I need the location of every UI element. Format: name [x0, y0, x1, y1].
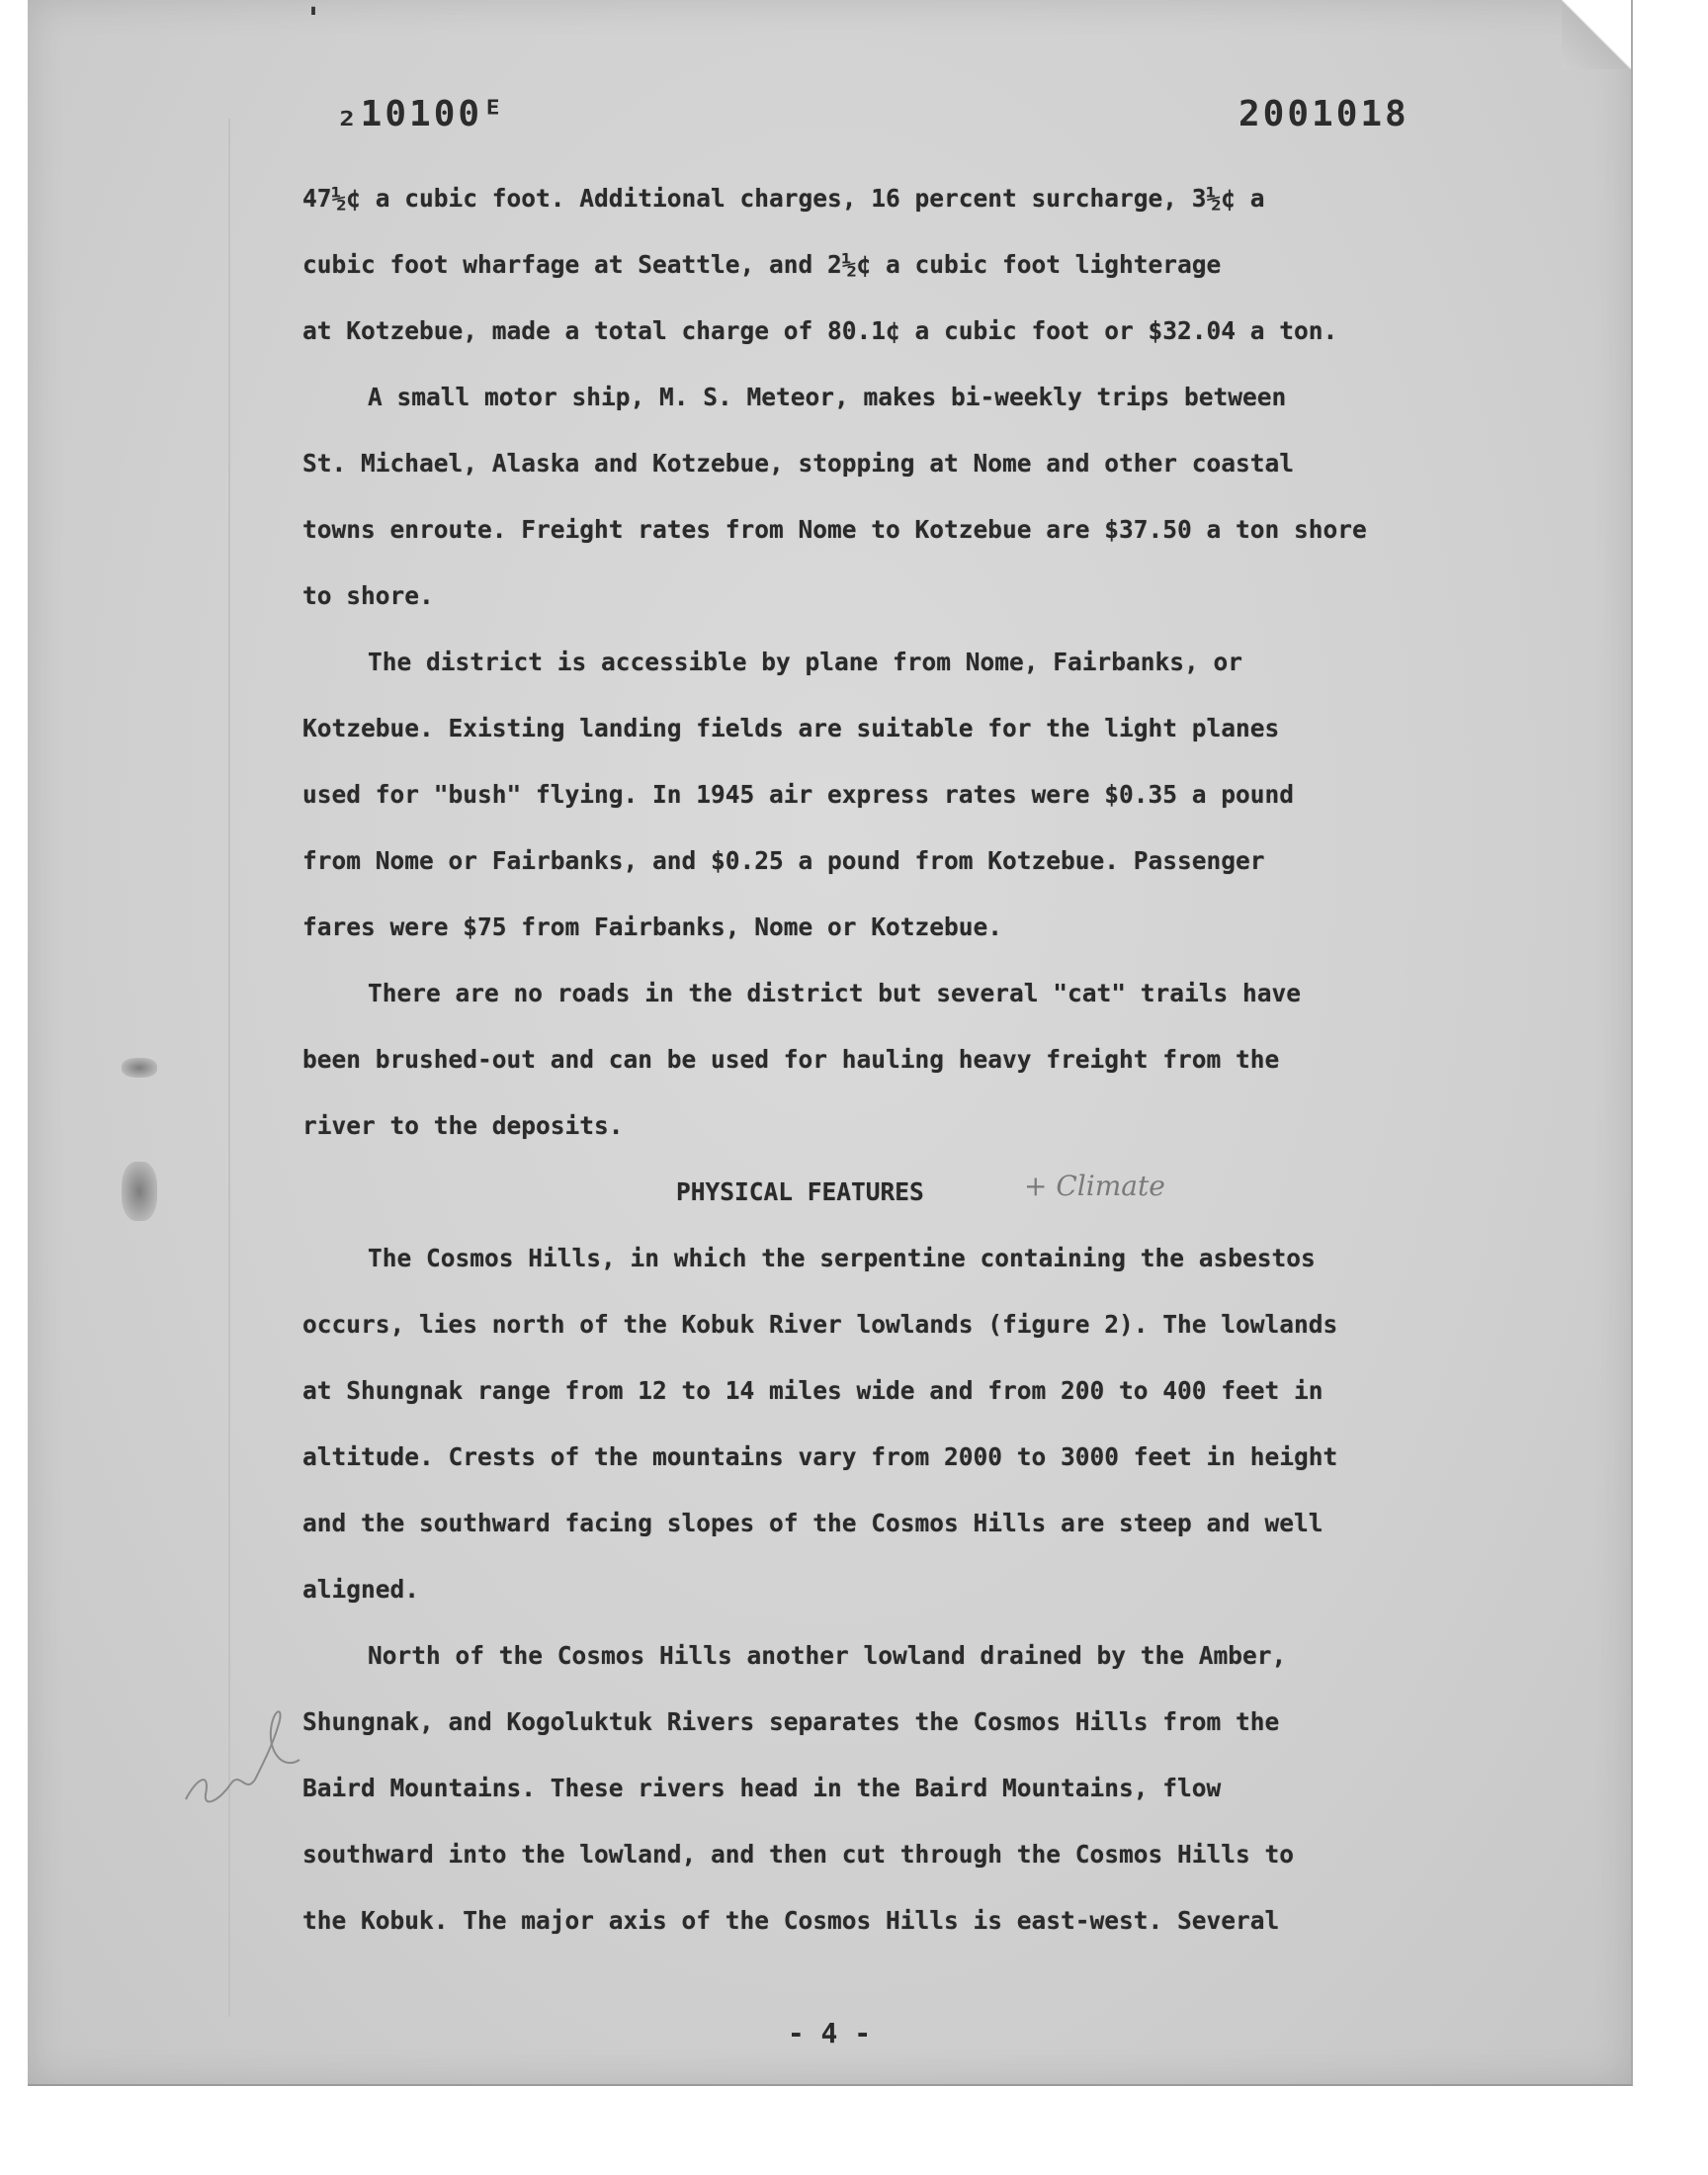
text-line: at Shungnak range from 12 to 14 miles wide and from 200 to 400 feet in: [302, 1376, 1324, 1405]
text-line: river to the deposits.: [302, 1111, 624, 1140]
folded-corner: [1562, 0, 1631, 69]
paragraph: [302, 640, 1548, 971]
page-number: - 4 -: [787, 2017, 872, 2049]
text-line: used for "bush" flying. In 1945 air express rates were $0.35 a pound: [302, 780, 1295, 809]
text-line: Kotzebue. Existing landing fields are suitable for the light planes: [302, 714, 1280, 742]
section-heading-row: [302, 1170, 1548, 1236]
margin-handwriting: [176, 1700, 304, 1819]
paragraph: [302, 971, 1548, 1170]
text-line: cubic foot wharfage at Seattle, and 2½¢ a cubic foot lighterage: [302, 250, 1222, 279]
text-line: southward into the lowland, and then cut through the Cosmos Hills to: [302, 1840, 1295, 1869]
paragraph: [302, 176, 1548, 375]
text-line: 47½¢ a cubic foot. Additional charges, 16 percent surcharge, 3½¢ a: [302, 184, 1265, 213]
body-text: [302, 176, 1548, 1964]
margin-smudge: [122, 1058, 157, 1078]
text-line: There are no roads in the district but several "cat" trails have: [368, 979, 1302, 1007]
document-stamp-right: 2001018: [1238, 94, 1409, 134]
text-line: The district is accessible by plane from Nome, Fairbanks, or: [368, 648, 1243, 676]
text-line: A small motor ship, M. S. Meteor, makes bi-weekly trips between: [368, 383, 1287, 411]
document-page: [28, 0, 1633, 2086]
document-stamp-left: ₂10100ᴱ: [336, 94, 507, 134]
paragraph: [302, 375, 1548, 640]
text-line: towns enroute. Freight rates from Nome to Kotzebue are $37.50 a ton shore: [302, 515, 1367, 544]
text-line: Shungnak, and Kogoluktuk Rivers separates the Cosmos Hills from the: [302, 1707, 1280, 1736]
text-line: and the southward facing slopes of the Cosmos Hills are steep and well: [302, 1509, 1324, 1537]
paragraph: [302, 1236, 1548, 1633]
text-line: occurs, lies north of the Kobuk River lowlands (figure 2). The lowlands: [302, 1310, 1338, 1339]
text-line: the Kobuk. The major axis of the Cosmos Hills is east-west. Several: [302, 1906, 1280, 1935]
handwritten-annotation: + Climate: [1024, 1170, 1165, 1202]
text-line: Baird Mountains. These rivers head in the Baird Mountains, flow: [302, 1774, 1222, 1802]
text-line: altitude. Crests of the mountains vary from 2000 to 3000 feet in height: [302, 1442, 1338, 1471]
margin-smudge: [122, 1162, 157, 1221]
text-line: St. Michael, Alaska and Kotzebue, stopping at Nome and other coastal: [302, 449, 1295, 478]
section-heading: PHYSICAL FEATURES: [676, 1177, 924, 1206]
corner-mark: ': [304, 2, 323, 37]
text-line: The Cosmos Hills, in which the serpentine containing the asbestos: [368, 1244, 1316, 1272]
text-line: aligned.: [302, 1575, 420, 1604]
text-line: fares were $75 from Fairbanks, Nome or Kotzebue.: [302, 913, 1003, 941]
paragraph: [302, 1633, 1548, 1964]
text-line: to shore.: [302, 581, 434, 610]
text-line: at Kotzebue, made a total charge of 80.1¢ a cubic foot or $32.04 a ton.: [302, 316, 1338, 345]
text-line: been brushed-out and can be used for hauling heavy freight from the: [302, 1045, 1280, 1074]
text-line: from Nome or Fairbanks, and $0.25 a pound from Kotzebue. Passenger: [302, 846, 1265, 875]
text-line: North of the Cosmos Hills another lowland drained by the Amber,: [368, 1641, 1287, 1670]
